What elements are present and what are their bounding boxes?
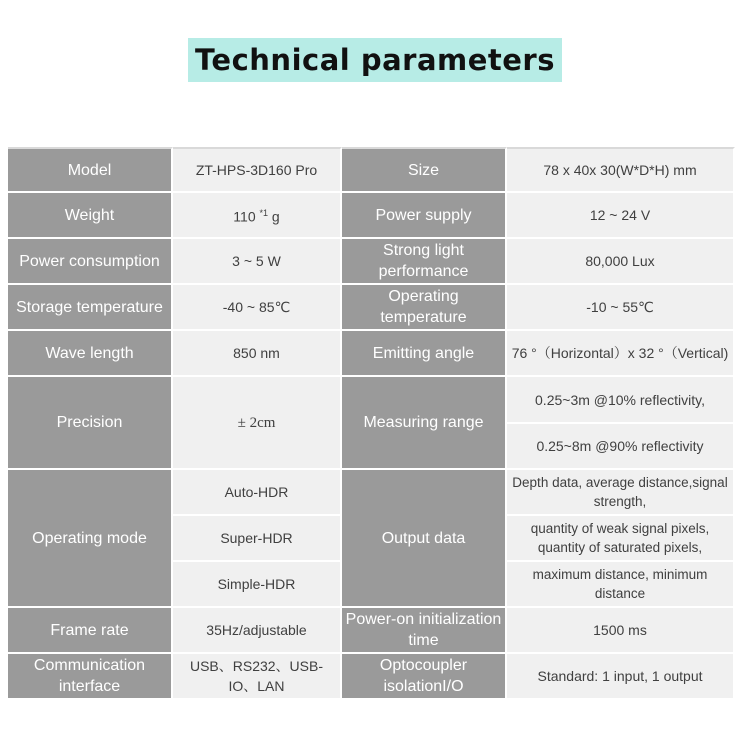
weight-unit: g <box>271 208 280 225</box>
precision-label: Precision <box>8 377 173 470</box>
weight-footnote: *1 <box>259 208 269 219</box>
output-data-value-3: maximum distance, minimum distance <box>507 562 735 608</box>
table-row <box>8 239 735 285</box>
weight-value <box>173 193 342 239</box>
operating-mode-value-2: Super-HDR <box>173 516 342 562</box>
measuring-range-label: Measuring range <box>342 377 507 470</box>
table-row <box>8 285 735 331</box>
strong-light-label: Strong light performance <box>342 239 507 285</box>
spec-table <box>8 147 735 700</box>
model-value: ZT-HPS-3D160 Pro <box>173 147 342 193</box>
model-label: Model <box>8 147 173 193</box>
table-row <box>8 147 735 193</box>
operating-temperature-label: Operating temperature <box>342 285 507 331</box>
power-consumption-label: Power consumption <box>8 239 173 285</box>
optocoupler-label: Optocoupler isolationI/O <box>342 654 507 700</box>
emitting-angle-value: 76 °（Horizontal）x 32 °（Vertical) <box>507 331 735 377</box>
power-consumption-value: 3 ~ 5 W <box>173 239 342 285</box>
precision-value: ± 2cm <box>173 377 342 470</box>
table-row <box>8 377 735 424</box>
table-row <box>8 193 735 239</box>
measuring-range-value-2: 0.25~8m @90% reflectivity <box>507 424 735 470</box>
communication-label: Communication interface <box>8 654 173 700</box>
output-data-label: Output data <box>342 470 507 608</box>
storage-temperature-value: -40 ~ 85℃ <box>173 285 342 331</box>
power-supply-value: 12 ~ 24 V <box>507 193 735 239</box>
output-data-value-1: Depth data, average distance,signal strength, <box>507 470 735 516</box>
frame-rate-value: 35Hz/adjustable <box>173 608 342 654</box>
power-on-init-label: Power-on initialization time <box>342 608 507 654</box>
wave-length-value: 850 nm <box>173 331 342 377</box>
frame-rate-label: Frame rate <box>8 608 173 654</box>
operating-mode-value-1: Auto-HDR <box>173 470 342 516</box>
title-container <box>0 38 750 82</box>
operating-mode-label: Operating mode <box>8 470 173 608</box>
output-data-value-2: quantity of weak signal pixels, quantity of saturated pixels, <box>507 516 735 562</box>
communication-value: USB、RS232、USB-IO、LAN <box>173 654 342 700</box>
weight-label: Weight <box>8 193 173 239</box>
wave-length-label: Wave length <box>8 331 173 377</box>
table-row <box>8 470 735 516</box>
operating-mode-value-3: Simple-HDR <box>173 562 342 608</box>
page-title: Technical parameters <box>188 38 562 82</box>
strong-light-value: 80,000 Lux <box>507 239 735 285</box>
measuring-range-value-1: 0.25~3m @10% reflectivity, <box>507 377 735 424</box>
size-label: Size <box>342 147 507 193</box>
table-row <box>8 608 735 654</box>
weight-number: 110 <box>233 208 256 225</box>
operating-temperature-value: -10 ~ 55℃ <box>507 285 735 331</box>
table-row <box>8 654 735 700</box>
storage-temperature-label: Storage temperature <box>8 285 173 331</box>
emitting-angle-label: Emitting angle <box>342 331 507 377</box>
optocoupler-value: Standard: 1 input, 1 output <box>507 654 735 700</box>
power-supply-label: Power supply <box>342 193 507 239</box>
table-row <box>8 331 735 377</box>
size-value: 78 x 40x 30(W*D*H) mm <box>507 147 735 193</box>
power-on-init-value: 1500 ms <box>507 608 735 654</box>
